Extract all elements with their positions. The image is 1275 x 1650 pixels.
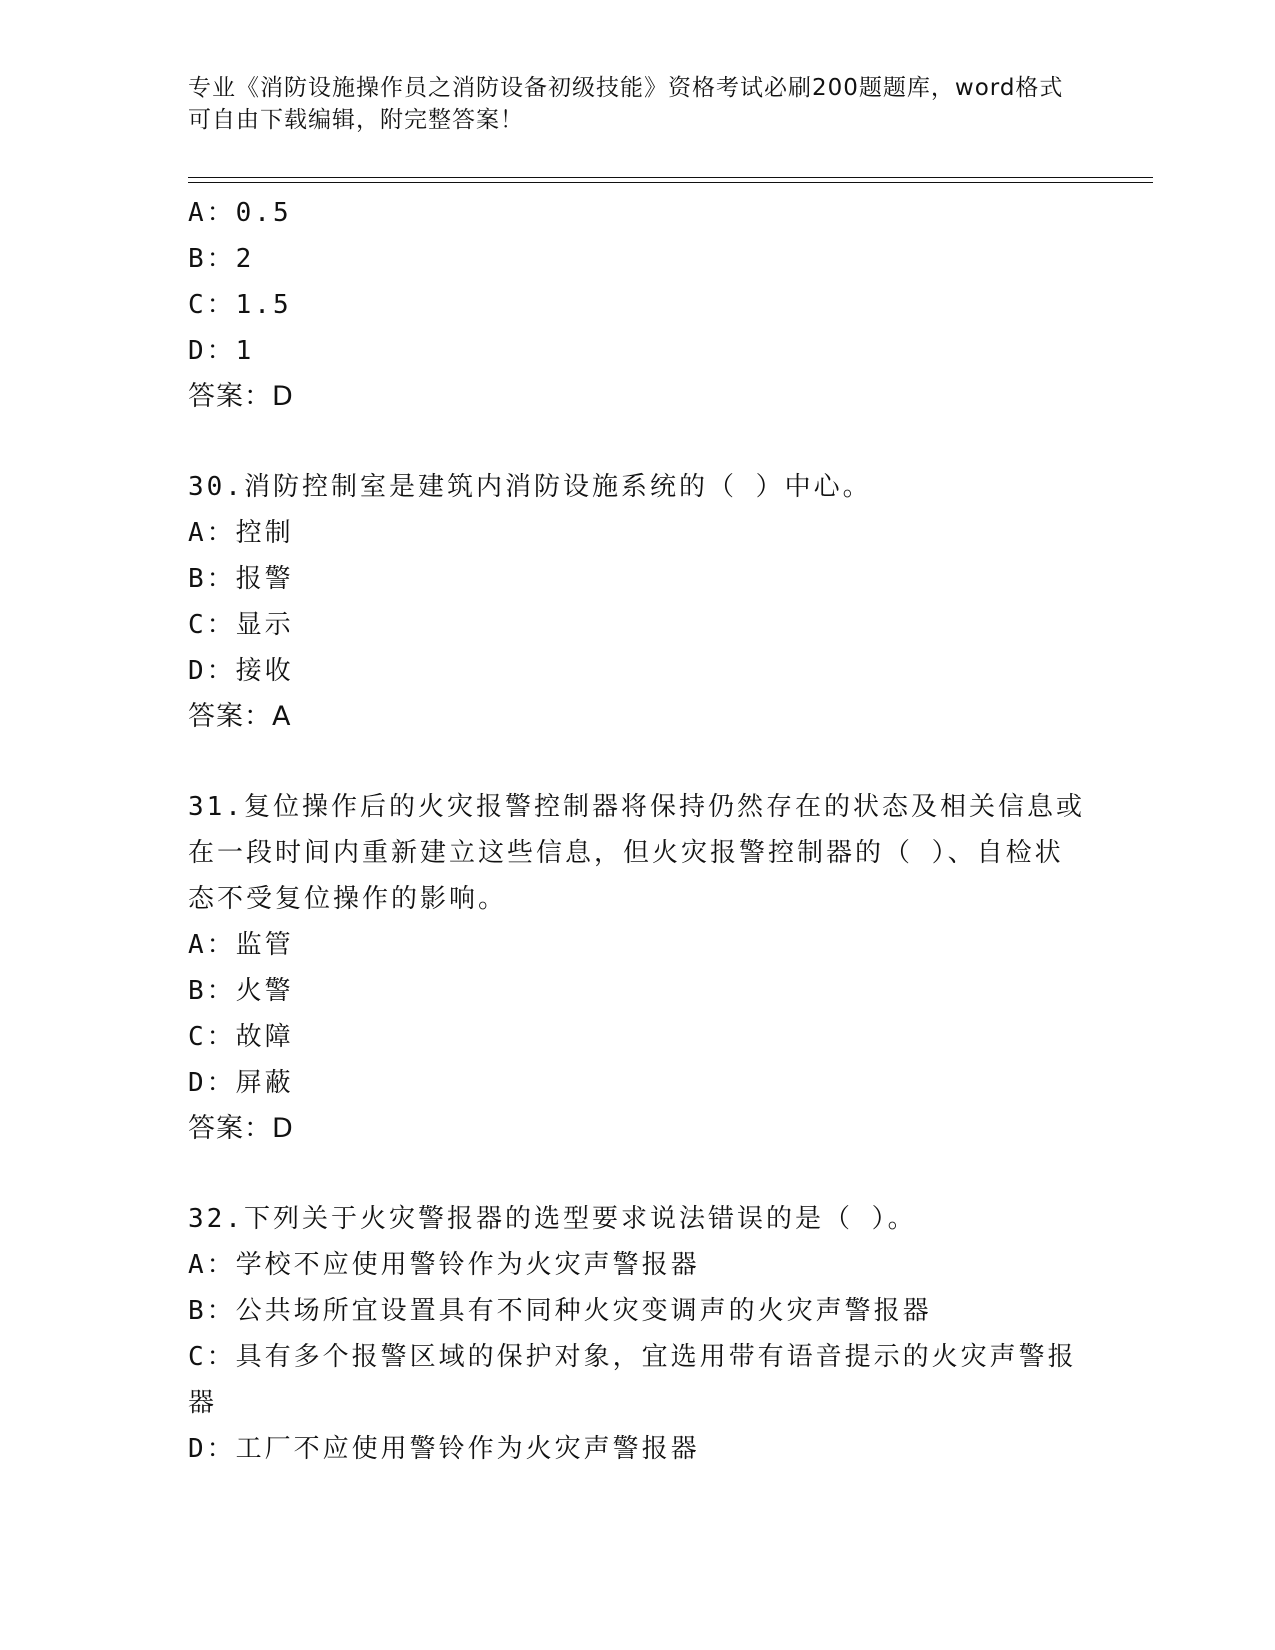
option-b [188,1288,1088,1334]
option-key: A： [188,930,236,960]
spacer [188,740,1088,784]
option-text: 工厂不应使用警铃作为火灾声警报器 [235,1434,700,1464]
option-d [188,648,1088,694]
option-text: 学校不应使用警铃作为火灾声警报器 [235,1250,700,1280]
option-text: 火警 [235,976,294,1006]
document-header: 专业《消防设施操作员之消防设备初级技能》资格考试必刷200题题库，word格式可自由下载编辑，附完整答案！ [188,75,1064,133]
question-32 [188,1196,1088,1472]
option-text: 1.5 [235,290,292,320]
question-text: 30.消防控制室是建筑内消防设施系统的（ ）中心。 [188,472,872,502]
option-key: C： [188,1342,236,1372]
option-key: D： [188,1434,236,1464]
option-key: B： [188,976,236,1006]
option-b [188,556,1088,602]
option-text: 接收 [235,656,294,686]
option-text: 公共场所宜设置具有不同种火灾变调声的火灾声警报器 [235,1296,932,1326]
option-a [188,1242,1088,1288]
option-text: 屏蔽 [235,1068,294,1098]
option-text: 具有多个报警区域的保护对象，宜选用带有语音提示的火灾声警报器 [188,1342,1077,1418]
question-30 [188,464,1088,740]
option-text: 故障 [235,1022,294,1052]
option-key: B： [188,1296,236,1326]
header-rule-thick [188,182,1153,183]
option-key: A： [188,198,236,228]
option-key: B： [188,564,236,594]
option-key: C： [188,290,236,320]
option-c [188,602,1088,648]
option-text: 0.5 [235,198,292,228]
option-key: A： [188,1250,236,1280]
option-d [188,1060,1088,1106]
option-text: 2 [235,244,255,274]
option-d [188,328,1088,374]
option-key: D： [188,656,236,686]
spacer [188,1152,1088,1196]
question-29 [188,190,1088,420]
option-a [188,922,1088,968]
option-c [188,1014,1088,1060]
option-key: C： [188,610,236,640]
option-text: 控制 [235,518,294,548]
option-key: D： [188,1068,236,1098]
question-text: 31.复位操作后的火灾报警控制器将保持仍然存在的状态及相关信息或在一段时间内重新建立这些信息，但火灾报警控制器的（ ）、自检状态不受复位操作的影响。 [188,792,1085,914]
question-31 [188,784,1088,1152]
option-b [188,968,1088,1014]
header-rule-thin [188,177,1153,178]
option-key: C： [188,1022,236,1052]
option-a [188,190,1088,236]
option-text: 显示 [235,610,294,640]
option-text: 报警 [235,564,294,594]
option-d [188,1426,1088,1472]
question-list [188,190,1088,1472]
option-c [188,282,1088,328]
option-c [188,1334,1088,1426]
answer: 答案：D [188,381,294,412]
option-key: A： [188,518,236,548]
answer: 答案：A [188,701,292,732]
option-key: D： [188,336,236,366]
spacer [188,420,1088,464]
option-text: 1 [235,336,255,366]
option-a [188,510,1088,556]
option-b [188,236,1088,282]
answer: 答案：D [188,1113,294,1144]
option-text: 监管 [235,930,294,960]
question-text: 32.下列关于火灾警报器的选型要求说法错误的是（ ）。 [188,1204,917,1234]
option-key: B： [188,244,236,274]
